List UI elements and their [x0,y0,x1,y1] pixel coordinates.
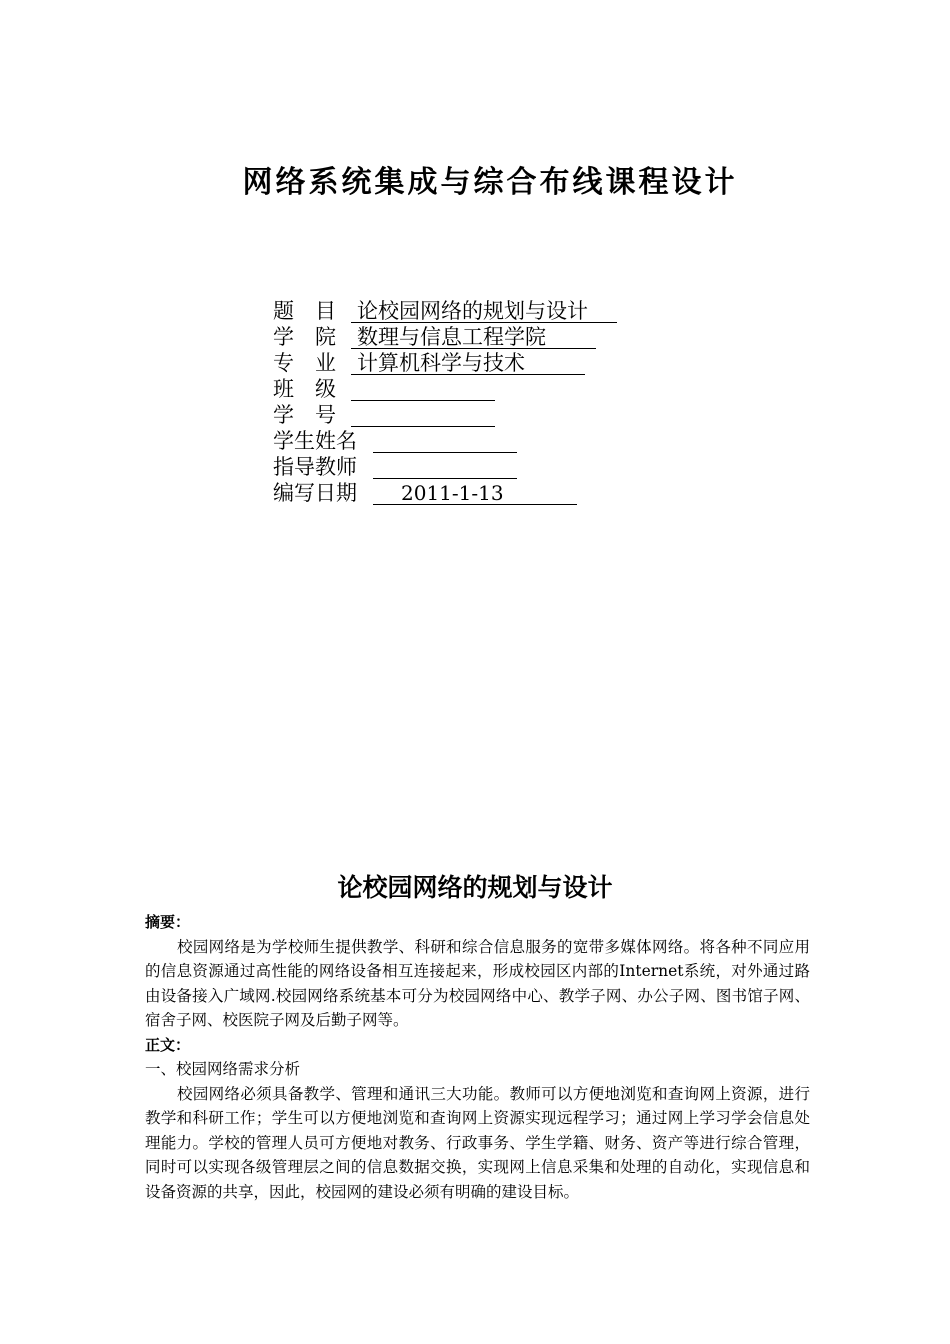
info-row-class [273,375,617,401]
info-row-advisor [273,453,617,479]
info-row-topic [273,297,617,323]
info-row-major [273,349,617,375]
major-label: 专 业 [273,351,336,375]
section1-paragraph: 校园网络必须具备教学、管理和通讯三大功能。教师可以方便地浏览和查询网上资源，进行教学和科研工作；学生可以方便地浏览和查询网上资源实现远程学习；通过网上学习学会信息处理能力。学校的管理人员可方便地对教务、行政事务、学生学籍、财务、资产等进行综合管理，同时可以实现各级管理层之间的信息数据交换，实现网上信息采集和处理的自动化，实现信息和设备资源的共享，因此，校园网的建设必须有明确的建设目标。 [145,1084,810,1201]
abstract-paragraph: 校园网络是为学校师生提供教学、科研和综合信息服务的宽带多媒体网络。将各种不同应用的信息资源通过高性能的网络设备相互连接起来，形成校园区内部的Internet系统，对外通过路由设备接入广域网.校园网络系统基本可分为校园网络中心、教学子网、办公子网、图书馆子网、宿舍子网、校医院子网及后勤子网等。 [145,937,810,1029]
info-row-date [273,479,617,505]
topic-label: 题 目 [273,299,336,323]
date-label: 编写日期 [273,481,357,505]
class-value [351,378,495,401]
class-label: 班 级 [273,377,336,401]
student-id-value [351,404,495,427]
cover-title: 网络系统集成与综合布线课程设计 [242,165,738,200]
cover-info-block [273,297,617,505]
college-value: 数理与信息工程学院 [351,326,596,349]
advisor-value [373,456,517,479]
student-name-label: 学生姓名 [273,429,357,453]
article-body [145,910,810,1204]
abstract-label: 摘要： [145,913,191,931]
student-id-label: 学 号 [273,403,336,427]
info-row-student-name [273,427,617,453]
date-value: 2011-1-13 [373,482,577,505]
topic-value: 论校园网络的规划与设计 [351,300,617,323]
info-row-college [273,323,617,349]
student-name-value [373,430,517,453]
college-label: 学 院 [273,325,336,349]
info-row-student-id [273,401,617,427]
advisor-label: 指导教师 [273,455,357,479]
major-value: 计算机科学与技术 [351,352,585,375]
section1-heading: 一、校园网络需求分析 [145,1060,301,1078]
article-title: 论校园网络的规划与设计 [337,873,613,902]
body-label: 正文： [145,1035,191,1054]
